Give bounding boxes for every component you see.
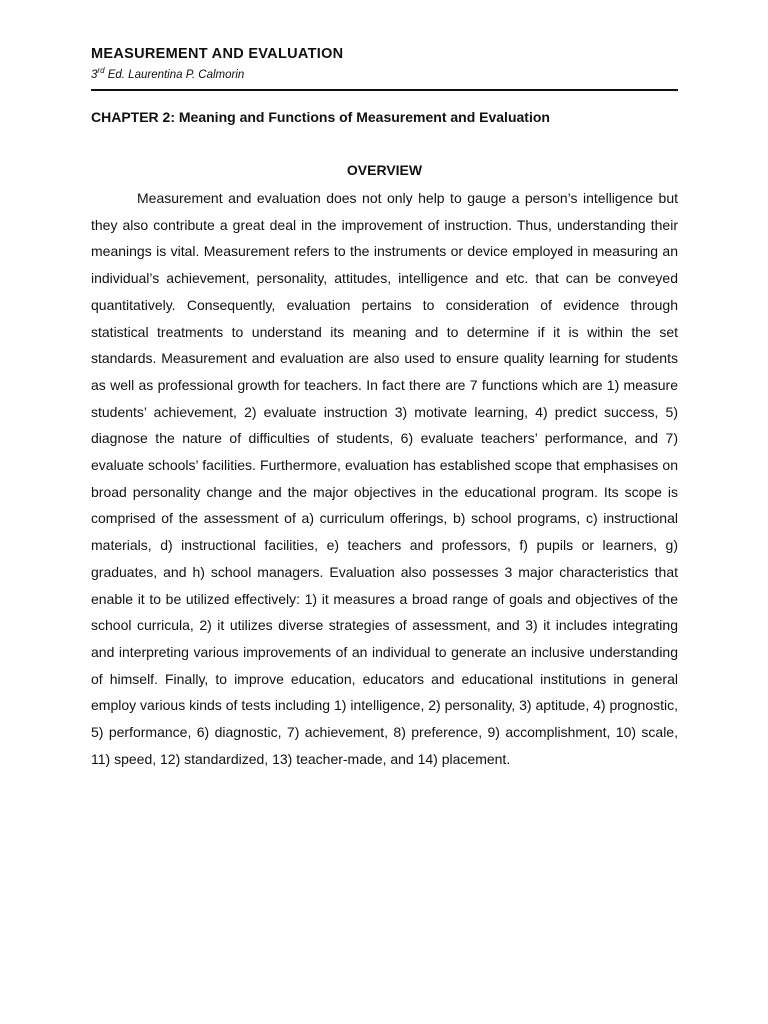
edition-suffix: rd xyxy=(97,66,105,75)
chapter-title: CHAPTER 2: Meaning and Functions of Measurement and Evaluation xyxy=(91,109,550,125)
overview-paragraph: Measurement and evaluation does not only help to gauge a person’s intelligence but they also contribute a great deal in the improvement of instruction. Thus, understanding their meanings is vital. Measurement refers to the instruments or device employed in measuring an individual’s achievement, personality, attitudes, intelligence and etc. that can be conveyed quantitatively. Consequently, evaluation pertains to consideration of evidence through statistical treatments to understand its meaning and to determine if it is within the set standards. Measurement and evaluation are also used to ensure quality learning for students as well as professional growth for teachers. In fact there are 7 functions which are 1) measure students’ achievement, 2) evaluate instruction 3) motivate learning, 4) predict success, 5) diagnose the nature of difficulties of students, 6) evaluate teachers’ performance, and 7) evaluate schools’ facilities. Furthermore, evaluation has established scope that emphasises on broad personality change and the major objectives in the educational program. Its scope is comprised of the assessment of a) curriculum offerings, b) school programs, c) instructional materials, d) instructional facilities, e) teachers and professors, f) pupils or learners, g) graduates, and h) school managers. Evaluation also possesses 3 major characteristics that enable it to be utilized effectively: 1) it measures a broad range of goals and objectives of the school curricula, 2) it utilizes diverse strategies of assessment, and 3) it includes integrating and interpreting various improvements of an individual to generate an inclusive understanding of himself. Finally, to improve education, educators and educational institutions in general employ various kinds of tests including 1) intelligence, 2) personality, 3) aptitude, 4) prognostic, 5) performance, 6) diagnostic, 7) achievement, 8) preference, 9) accomplishment, 10) scale, 11) speed, 12) standardized, 13) teacher-made, and 14) placement. xyxy=(91,190,678,767)
edition-author: Ed. Laurentina P. Calmorin xyxy=(104,68,245,81)
section-heading: OVERVIEW xyxy=(346,162,423,178)
edition-number: 3 xyxy=(91,68,98,81)
header-divider xyxy=(91,89,678,91)
book-edition-author xyxy=(91,64,678,82)
book-title: MEASUREMENT AND EVALUATION xyxy=(91,46,344,62)
page-header xyxy=(91,44,678,82)
